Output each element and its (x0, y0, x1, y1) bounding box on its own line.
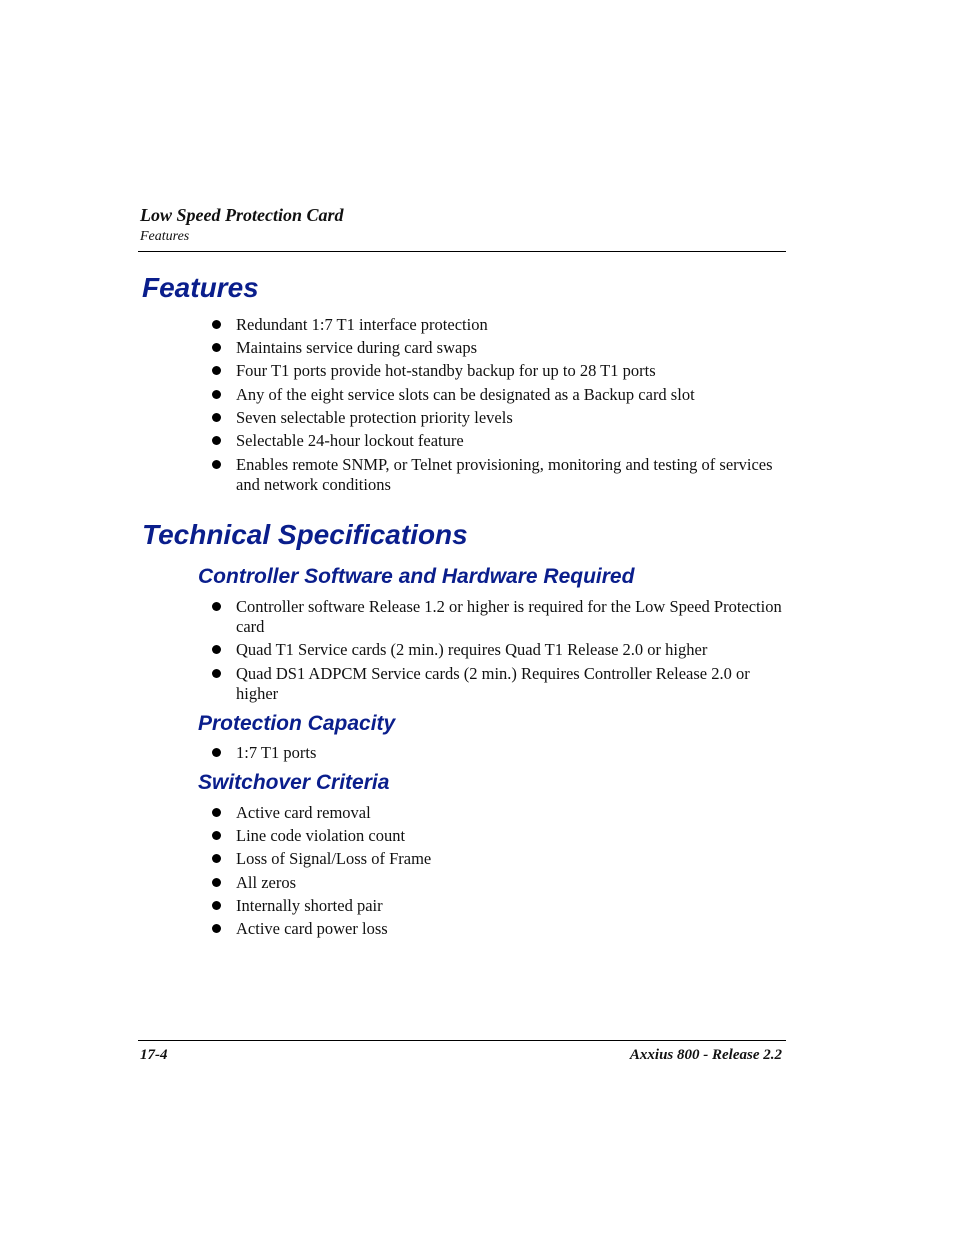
switchover-subheading: Switchover Criteria (198, 771, 390, 794)
list-item: Redundant 1:7 T1 interface protection (0, 315, 954, 335)
list-item: All zeros (0, 873, 954, 893)
bullet-icon (212, 924, 221, 933)
bullet-icon (212, 343, 221, 352)
list-item: Internally shorted pair (0, 896, 954, 916)
bullet-icon (212, 645, 221, 654)
features-heading: Features (142, 272, 259, 303)
controller-subheading: Controller Software and Hardware Required (198, 565, 635, 588)
list-item: Any of the eight service slots can be designated as a Backup card slot (0, 385, 954, 405)
bullet-icon (212, 320, 221, 329)
footer-rule (138, 1040, 786, 1041)
protection-subheading: Protection Capacity (198, 712, 396, 735)
footer-product: Axxius 800 - Release 2.2 (629, 1047, 782, 1063)
bullet-icon (212, 413, 221, 422)
bullet-icon (212, 390, 221, 399)
list-item: Controller software Release 1.2 or higher is required for the Low Speed Protection card (0, 597, 954, 637)
list-item: Active card removal (0, 803, 954, 823)
switchover-list (0, 803, 954, 939)
running-header-subtitle: Features (140, 229, 190, 244)
bullet-icon (212, 831, 221, 840)
protection-list (0, 743, 954, 763)
list-item: Quad DS1 ADPCM Service cards (2 min.) Requires Controller Release 2.0 or higher (0, 664, 954, 704)
bullet-icon (212, 901, 221, 910)
bullet-icon (212, 808, 221, 817)
list-item: Selectable 24-hour lockout feature (0, 431, 954, 451)
bullet-icon (212, 460, 221, 469)
controller-list (0, 597, 954, 704)
bullet-icon (212, 854, 221, 863)
bullet-icon (212, 436, 221, 445)
header-rule (138, 251, 786, 252)
bullet-icon (212, 366, 221, 375)
page-number: 17-4 (140, 1047, 168, 1063)
bullet-icon (212, 748, 221, 757)
running-header-title: Low Speed Protection Card (140, 205, 344, 225)
list-item: Active card power loss (0, 919, 954, 939)
features-list (0, 315, 954, 495)
bullet-icon (212, 669, 221, 678)
list-item: Line code violation count (0, 826, 954, 846)
list-item: Maintains service during card swaps (0, 338, 954, 358)
list-item: Loss of Signal/Loss of Frame (0, 849, 954, 869)
list-item: Quad T1 Service cards (2 min.) requires Quad T1 Release 2.0 or higher (0, 640, 954, 660)
tech-specs-heading: Technical Specifications (142, 519, 468, 550)
list-item: Enables remote SNMP, or Telnet provisioning, monitoring and testing of services and network conditions (0, 455, 954, 495)
bullet-icon (212, 602, 221, 611)
list-item: 1:7 T1 ports (0, 743, 954, 763)
list-item: Four T1 ports provide hot-standby backup for up to 28 T1 ports (0, 361, 954, 381)
bullet-icon (212, 878, 221, 887)
list-item: Seven selectable protection priority levels (0, 408, 954, 428)
